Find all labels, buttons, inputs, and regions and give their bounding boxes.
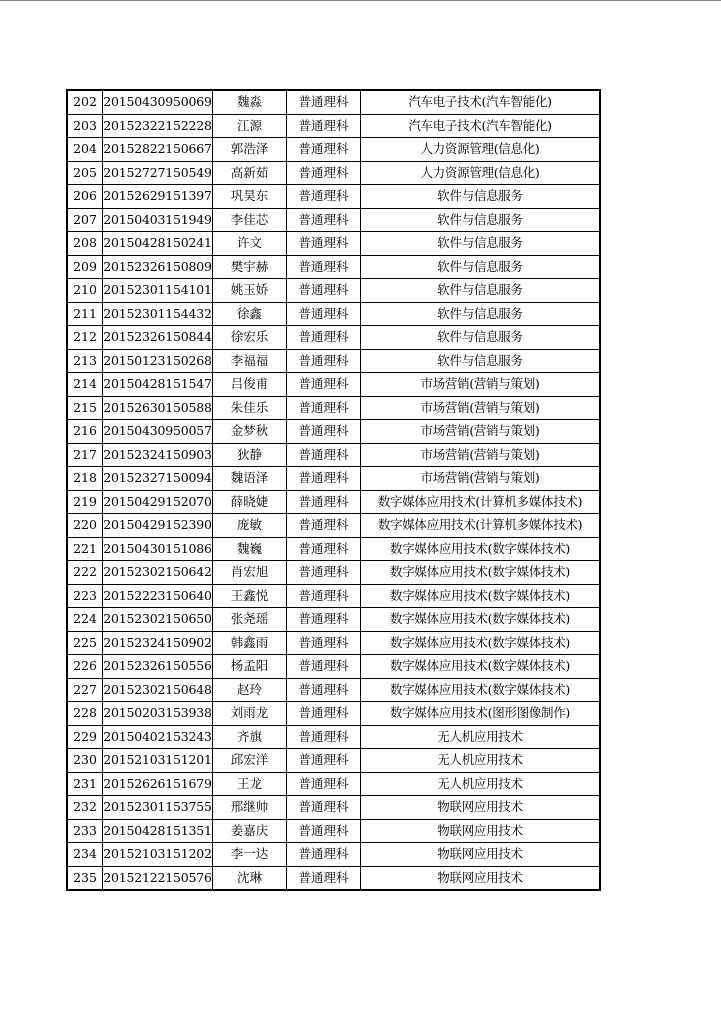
exam-category-cell: 普通理科: [287, 467, 361, 491]
candidate-id-cell: 20152629151397: [103, 185, 213, 209]
table-row: [67, 655, 600, 679]
row-number-cell: 202: [67, 90, 103, 114]
exam-category-cell: 普通理科: [287, 138, 361, 162]
table-row: [67, 772, 600, 796]
student-name-cell: 许文: [213, 232, 287, 256]
candidate-id-cell: 20152301154101: [103, 279, 213, 303]
candidate-id-cell: 20150428150241: [103, 232, 213, 256]
major-cell: 物联网应用技术: [361, 843, 601, 867]
row-number-cell: 210: [67, 279, 103, 303]
major-cell: 市场营销(营销与策划): [361, 467, 601, 491]
student-name-cell: 李一达: [213, 843, 287, 867]
major-cell: 数字媒体应用技术(图形图像制作): [361, 702, 601, 726]
table-row: [67, 326, 600, 350]
candidate-id-cell: 20152626151679: [103, 772, 213, 796]
major-cell: 数字媒体应用技术(计算机多媒体技术): [361, 490, 601, 514]
candidate-id-cell: 20152302150642: [103, 561, 213, 585]
major-cell: 市场营销(营销与策划): [361, 396, 601, 420]
student-name-cell: 邱宏洋: [213, 749, 287, 773]
row-number-cell: 218: [67, 467, 103, 491]
table-row: [67, 349, 600, 373]
exam-category-cell: 普通理科: [287, 349, 361, 373]
major-cell: 数字媒体应用技术(数字媒体技术): [361, 608, 601, 632]
exam-category-cell: 普通理科: [287, 584, 361, 608]
student-name-cell: 张尧瑶: [213, 608, 287, 632]
table-row: [67, 185, 600, 209]
candidate-id-cell: 20152326150844: [103, 326, 213, 350]
row-number-cell: 226: [67, 655, 103, 679]
major-cell: 软件与信息服务: [361, 185, 601, 209]
table-row: [67, 208, 600, 232]
major-cell: 数字媒体应用技术(数字媒体技术): [361, 655, 601, 679]
student-name-cell: 郭浩泽: [213, 138, 287, 162]
row-number-cell: 204: [67, 138, 103, 162]
major-cell: 市场营销(营销与策划): [361, 373, 601, 397]
table-row: [67, 843, 600, 867]
major-cell: 软件与信息服务: [361, 349, 601, 373]
exam-category-cell: 普通理科: [287, 420, 361, 444]
table-row: [67, 749, 600, 773]
major-cell: 软件与信息服务: [361, 326, 601, 350]
table-row: [67, 279, 600, 303]
major-cell: 汽车电子技术(汽车智能化): [361, 114, 601, 138]
row-number-cell: 234: [67, 843, 103, 867]
row-number-cell: 212: [67, 326, 103, 350]
exam-category-cell: 普通理科: [287, 279, 361, 303]
row-number-cell: 235: [67, 866, 103, 890]
table-row: [67, 702, 600, 726]
row-number-cell: 207: [67, 208, 103, 232]
student-name-cell: 朱佳乐: [213, 396, 287, 420]
admission-roster-table: [66, 89, 601, 891]
exam-category-cell: 普通理科: [287, 561, 361, 585]
major-cell: 软件与信息服务: [361, 279, 601, 303]
exam-category-cell: 普通理科: [287, 631, 361, 655]
candidate-id-cell: 20152302150650: [103, 608, 213, 632]
student-name-cell: 韩鑫雨: [213, 631, 287, 655]
major-cell: 汽车电子技术(汽车智能化): [361, 90, 601, 114]
student-name-cell: 徐鑫: [213, 302, 287, 326]
table-row: [67, 302, 600, 326]
student-name-cell: 刘雨龙: [213, 702, 287, 726]
row-number-cell: 224: [67, 608, 103, 632]
table-row: [67, 584, 600, 608]
candidate-id-cell: 20152301153755: [103, 796, 213, 820]
table-row: [67, 420, 600, 444]
major-cell: 数字媒体应用技术(数字媒体技术): [361, 631, 601, 655]
student-name-cell: 魏语泽: [213, 467, 287, 491]
major-cell: 无人机应用技术: [361, 725, 601, 749]
candidate-id-cell: 20150402153243: [103, 725, 213, 749]
exam-category-cell: 普通理科: [287, 208, 361, 232]
major-cell: 物联网应用技术: [361, 819, 601, 843]
student-name-cell: 齐旗: [213, 725, 287, 749]
table-row: [67, 373, 600, 397]
row-number-cell: 230: [67, 749, 103, 773]
table-row: [67, 114, 600, 138]
exam-category-cell: 普通理科: [287, 514, 361, 538]
row-number-cell: 215: [67, 396, 103, 420]
student-name-cell: 金梦秋: [213, 420, 287, 444]
candidate-id-cell: 20152302150648: [103, 678, 213, 702]
table-row: [67, 631, 600, 655]
table-row: [67, 490, 600, 514]
student-name-cell: 肖宏旭: [213, 561, 287, 585]
row-number-cell: 221: [67, 537, 103, 561]
row-number-cell: 220: [67, 514, 103, 538]
exam-category-cell: 普通理科: [287, 866, 361, 890]
exam-category-cell: 普通理科: [287, 490, 361, 514]
student-name-cell: 狄静: [213, 443, 287, 467]
exam-category-cell: 普通理科: [287, 796, 361, 820]
candidate-id-cell: 20150430950057: [103, 420, 213, 444]
candidate-id-cell: 20152223150640: [103, 584, 213, 608]
major-cell: 人力资源管理(信息化): [361, 138, 601, 162]
student-name-cell: 魏巍: [213, 537, 287, 561]
student-name-cell: 樊宇赫: [213, 255, 287, 279]
row-number-cell: 211: [67, 302, 103, 326]
table-row: [67, 796, 600, 820]
exam-category-cell: 普通理科: [287, 749, 361, 773]
candidate-id-cell: 20152727150549: [103, 161, 213, 185]
table-row: [67, 232, 600, 256]
major-cell: 软件与信息服务: [361, 302, 601, 326]
candidate-id-cell: 20150430950069: [103, 90, 213, 114]
table-row: [67, 866, 600, 890]
student-name-cell: 巩昊东: [213, 185, 287, 209]
page-top-rule: [0, 0, 721, 1]
student-name-cell: 江源: [213, 114, 287, 138]
exam-category-cell: 普通理科: [287, 702, 361, 726]
row-number-cell: 219: [67, 490, 103, 514]
candidate-id-cell: 20152326150556: [103, 655, 213, 679]
major-cell: 数字媒体应用技术(数字媒体技术): [361, 561, 601, 585]
exam-category-cell: 普通理科: [287, 443, 361, 467]
candidate-id-cell: 20150428151547: [103, 373, 213, 397]
row-number-cell: 229: [67, 725, 103, 749]
major-cell: 软件与信息服务: [361, 208, 601, 232]
table-row: [67, 138, 600, 162]
exam-category-cell: 普通理科: [287, 725, 361, 749]
major-cell: 软件与信息服务: [361, 255, 601, 279]
major-cell: 数字媒体应用技术(计算机多媒体技术): [361, 514, 601, 538]
table-row: [67, 161, 600, 185]
row-number-cell: 213: [67, 349, 103, 373]
table-row: [67, 396, 600, 420]
row-number-cell: 208: [67, 232, 103, 256]
candidate-id-cell: 20152630150588: [103, 396, 213, 420]
table-row: [67, 819, 600, 843]
student-name-cell: 吕俊甫: [213, 373, 287, 397]
student-name-cell: 魏淼: [213, 90, 287, 114]
exam-category-cell: 普通理科: [287, 185, 361, 209]
roster-table-body: [67, 90, 600, 890]
table-row: [67, 678, 600, 702]
exam-category-cell: 普通理科: [287, 772, 361, 796]
candidate-id-cell: 20152322152228: [103, 114, 213, 138]
candidate-id-cell: 20152103151202: [103, 843, 213, 867]
student-name-cell: 姜嘉庆: [213, 819, 287, 843]
row-number-cell: 216: [67, 420, 103, 444]
candidate-id-cell: 20152103151201: [103, 749, 213, 773]
row-number-cell: 228: [67, 702, 103, 726]
student-name-cell: 李佳芯: [213, 208, 287, 232]
candidate-id-cell: 20150203153938: [103, 702, 213, 726]
candidate-id-cell: 20152122150576: [103, 866, 213, 890]
student-name-cell: 高新茹: [213, 161, 287, 185]
major-cell: 物联网应用技术: [361, 796, 601, 820]
student-name-cell: 李福福: [213, 349, 287, 373]
exam-category-cell: 普通理科: [287, 537, 361, 561]
major-cell: 市场营销(营销与策划): [361, 443, 601, 467]
student-name-cell: 邢继帅: [213, 796, 287, 820]
major-cell: 数字媒体应用技术(数字媒体技术): [361, 537, 601, 561]
major-cell: 无人机应用技术: [361, 772, 601, 796]
row-number-cell: 217: [67, 443, 103, 467]
exam-category-cell: 普通理科: [287, 843, 361, 867]
candidate-id-cell: 20150429152390: [103, 514, 213, 538]
major-cell: 数字媒体应用技术(数字媒体技术): [361, 584, 601, 608]
exam-category-cell: 普通理科: [287, 819, 361, 843]
candidate-id-cell: 20150430151086: [103, 537, 213, 561]
exam-category-cell: 普通理科: [287, 678, 361, 702]
table-row: [67, 561, 600, 585]
row-number-cell: 233: [67, 819, 103, 843]
exam-category-cell: 普通理科: [287, 608, 361, 632]
exam-category-cell: 普通理科: [287, 373, 361, 397]
major-cell: 市场营销(营销与策划): [361, 420, 601, 444]
major-cell: 软件与信息服务: [361, 232, 601, 256]
table-row: [67, 514, 600, 538]
exam-category-cell: 普通理科: [287, 161, 361, 185]
major-cell: 人力资源管理(信息化): [361, 161, 601, 185]
candidate-id-cell: 20152301154432: [103, 302, 213, 326]
student-name-cell: 王龙: [213, 772, 287, 796]
student-name-cell: 徐宏乐: [213, 326, 287, 350]
row-number-cell: 231: [67, 772, 103, 796]
row-number-cell: 227: [67, 678, 103, 702]
exam-category-cell: 普通理科: [287, 114, 361, 138]
row-number-cell: 206: [67, 185, 103, 209]
student-name-cell: 沈琳: [213, 866, 287, 890]
row-number-cell: 214: [67, 373, 103, 397]
candidate-id-cell: 20152326150809: [103, 255, 213, 279]
row-number-cell: 225: [67, 631, 103, 655]
exam-category-cell: 普通理科: [287, 255, 361, 279]
exam-category-cell: 普通理科: [287, 232, 361, 256]
student-name-cell: 杨孟阳: [213, 655, 287, 679]
exam-category-cell: 普通理科: [287, 90, 361, 114]
table-row: [67, 467, 600, 491]
row-number-cell: 222: [67, 561, 103, 585]
row-number-cell: 203: [67, 114, 103, 138]
student-name-cell: 姚玉娇: [213, 279, 287, 303]
student-name-cell: 王鑫悦: [213, 584, 287, 608]
table-row: [67, 90, 600, 114]
major-cell: 物联网应用技术: [361, 866, 601, 890]
candidate-id-cell: 20152327150094: [103, 467, 213, 491]
major-cell: 无人机应用技术: [361, 749, 601, 773]
candidate-id-cell: 20150123150268: [103, 349, 213, 373]
exam-category-cell: 普通理科: [287, 396, 361, 420]
row-number-cell: 223: [67, 584, 103, 608]
student-name-cell: 薛晓婕: [213, 490, 287, 514]
student-name-cell: 赵玲: [213, 678, 287, 702]
student-name-cell: 庞敏: [213, 514, 287, 538]
row-number-cell: 232: [67, 796, 103, 820]
candidate-id-cell: 20150429152070: [103, 490, 213, 514]
exam-category-cell: 普通理科: [287, 326, 361, 350]
table-row: [67, 537, 600, 561]
table-row: [67, 608, 600, 632]
candidate-id-cell: 20152324150902: [103, 631, 213, 655]
exam-category-cell: 普通理科: [287, 302, 361, 326]
candidate-id-cell: 20152822150667: [103, 138, 213, 162]
table-row: [67, 725, 600, 749]
candidate-id-cell: 20152324150903: [103, 443, 213, 467]
exam-category-cell: 普通理科: [287, 655, 361, 679]
table-row: [67, 255, 600, 279]
row-number-cell: 205: [67, 161, 103, 185]
candidate-id-cell: 20150403151949: [103, 208, 213, 232]
row-number-cell: 209: [67, 255, 103, 279]
candidate-id-cell: 20150428151351: [103, 819, 213, 843]
major-cell: 数字媒体应用技术(数字媒体技术): [361, 678, 601, 702]
table-row: [67, 443, 600, 467]
